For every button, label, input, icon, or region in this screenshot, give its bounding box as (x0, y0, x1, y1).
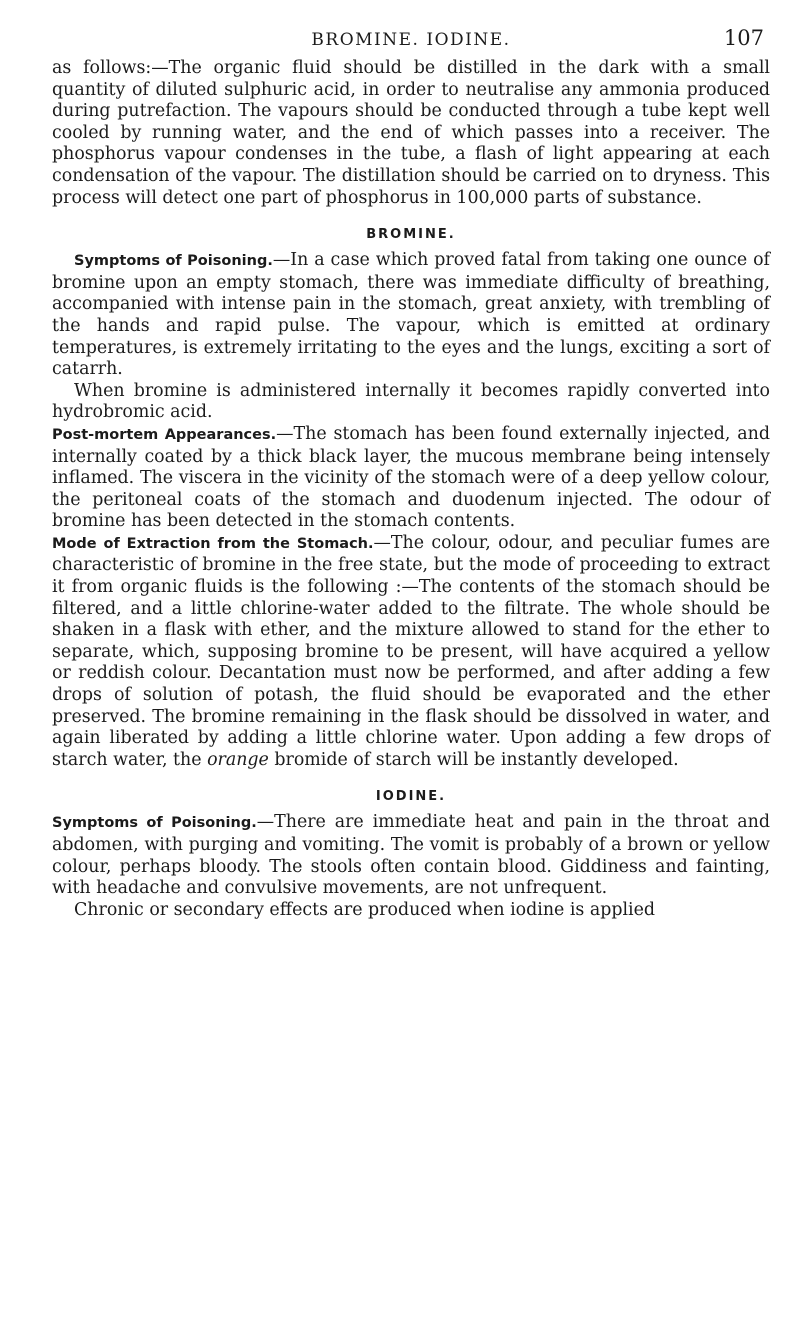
bromine-postmortem-paragraph (52, 424, 770, 533)
bromine-extraction-text-2: bromide of starch will be instantly developed. (268, 749, 679, 770)
bromine-extraction-text-1: —The colour, odour, and peculiar fumes are characteristic of bromine in the free state, but the mode of proceeding to extract it from organic fluids is the following :—The contents of the stomach should be filtered, and a little chlorine-water added to the filtrate. The whole should be shaken in a flask with ether, and the mixture allowed to stand for the ether to separate, which, supposing bromine to be present, will have acquired a yellow or reddish colour. Decantation must now be performed, and after adding a few drops of solution of potash, the fluid should be evaporated and the ether preserved. The bromine remaining in the flask should be dissolved in water, and again liberated by adding a little chlorine water. Upon adding a few drops of starch water, the (52, 532, 770, 770)
iodine-chronic-paragraph: Chronic or secondary effects are produced when iodine is applied (74, 899, 656, 920)
bromine-extraction-paragraph (52, 533, 770, 772)
bromine-internal-paragraph: When bromine is administered internally it becomes rapidly converted into hydrobromic acid. (52, 380, 770, 423)
bromine-symptoms-text: —In a case which proved fatal from taking one ounce of bromine upon an empty stomach, there was immediate difficulty of breathing, accompanied with intense pain in the stomach, great anxiety, with trembling of the hands and rapid pulse. The vapour, which is emitted at ordinary temperatures, is extremely irritating to the eyes and the lungs, exciting a sort of catarrh. (52, 250, 770, 380)
iodine-heading: IODINE. (375, 789, 447, 805)
bromine-extraction-italic: orange (207, 749, 269, 770)
intro-paragraph: as follows:—The organic fluid should be distilled in the dark with a small quantity of diluted sulphuric acid, in order to neutralise any ammonia produced during putrefaction. The vapours should be conducted through a tube kept well cooled by running water, and the end of which passes into a receiver. The phosphorus vapour condenses in the tube, a flash of light appearing at each condensation of the vapour. The distillation should be carried on to dryness. This process will detect one part of phosphorus in 100,000 parts of substance. (52, 58, 770, 208)
bromine-postmortem-text: —The stomach has been found externally injected, and internally coated by a thick black layer, the mucous membrane being intensely inflamed. The viscera in the vicinity of the stomach were of a deep yellow colour, the peritoneal coats of the stomach and duodenum injected. The odour of bromine has been detected in the stomach contents. (52, 423, 770, 532)
iodine-symptoms-paragraph (52, 812, 770, 899)
bromine-heading: BROMINE. (366, 227, 456, 243)
iodine-symptoms-label: Symptoms of Poisoning. (52, 815, 257, 832)
running-head (52, 16, 770, 58)
bromine-symptoms-paragraph (52, 250, 770, 381)
bromine-postmortem-label: Post-mortem Appearances. (52, 426, 277, 443)
bromine-extraction-label: Mode of Extraction from the Stomach. (52, 535, 374, 552)
running-title: BROMINE. IODINE. (311, 30, 511, 50)
iodine-symptoms-text: —There are immediate heat and pain in the throat and abdomen, with purging and vomiting. The vomit is probably of a brown or yellow colour, perhaps bloody. The stools often contain blood. Giddiness and fainting, with headache and convulsive movements, are not unfrequent. (52, 812, 770, 899)
bromine-symptoms-label: Symptoms of Poisoning. (74, 253, 273, 270)
page-number: 107 (723, 26, 764, 50)
